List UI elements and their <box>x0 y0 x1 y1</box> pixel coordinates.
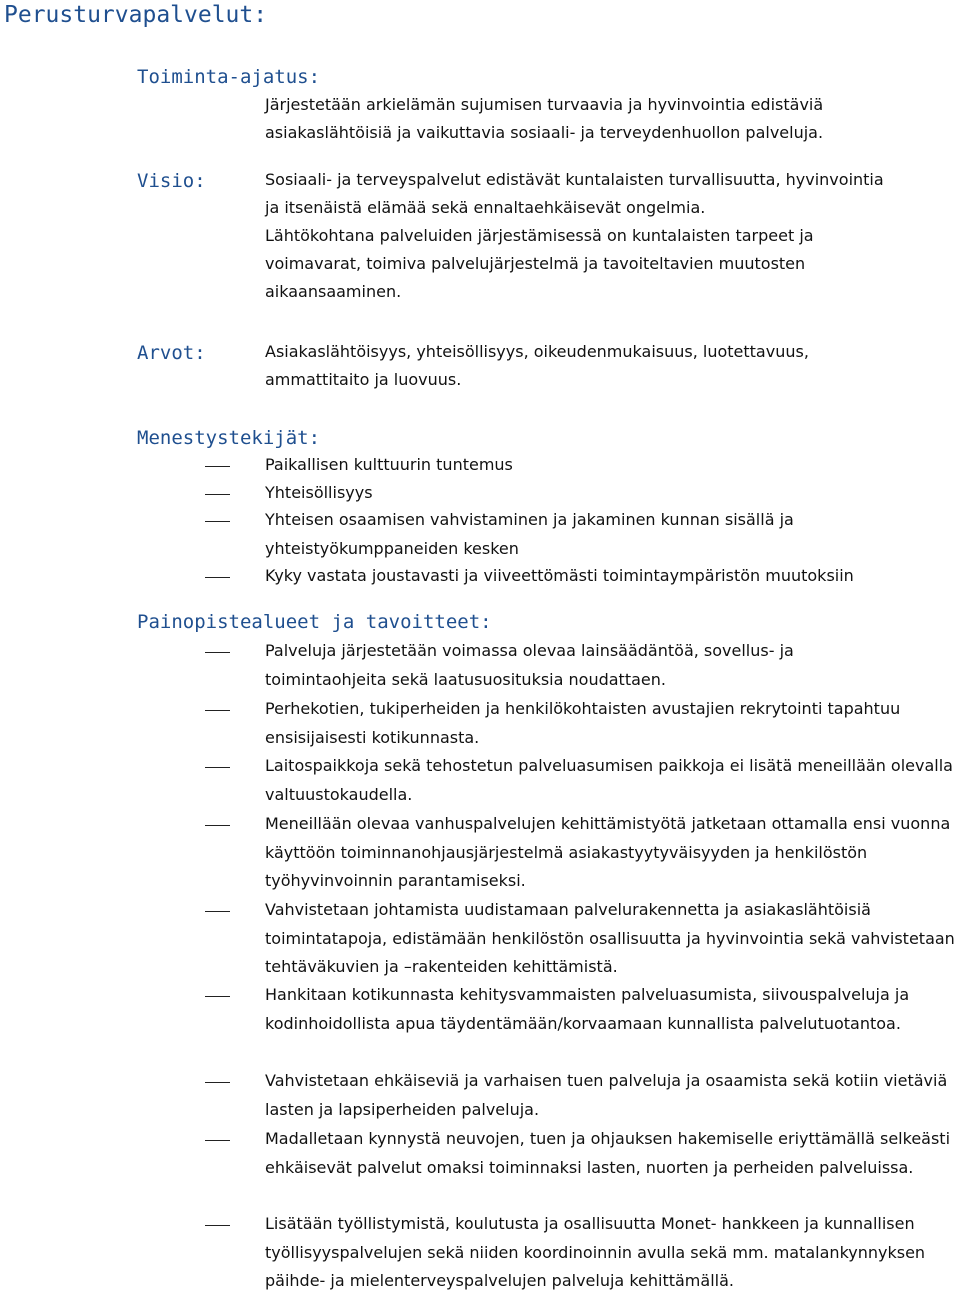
visio-label: Visio: <box>137 170 206 192</box>
list-item: Vahvistetaan johtamista uudistamaan palvelurakennetta ja asiakaslähtöisiä toimintatapoja, edistämään henkilöstön osallisuutta ja hyvinvointia sekä vahvistetaan tehtäväkuvien ja –rakenteiden kehittämistä. <box>265 900 955 976</box>
toiminta-ajatus-label: Toiminta-ajatus: <box>137 66 321 88</box>
menestystekijat-heading: Menestystekijät: <box>137 427 321 449</box>
painopisteet-heading: Painopistealueet ja tavoitteet: <box>137 611 492 633</box>
list-dash <box>205 577 230 578</box>
list-item: Kyky vastata joustavasti ja viiveettömästi toimintaympäristön muutoksiin <box>265 566 854 585</box>
list-dash <box>205 466 230 467</box>
list-dash <box>205 911 230 912</box>
toiminta-ajatus-text: Järjestetään arkielämän sujumisen turvaavia ja hyvinvointia edistäviä asiakaslähtöisiä ja vaikuttavia sosiaali- ja terveydenhuollon palveluja. <box>265 95 824 142</box>
list-item: Yhteisöllisyys <box>265 483 373 502</box>
list-dash <box>205 1225 230 1226</box>
list-dash <box>205 652 230 653</box>
arvot-label: Arvot: <box>137 342 206 364</box>
list-item: Vahvistetaan ehkäiseviä ja varhaisen tuen palveluja ja osaamista sekä kotiin vietäviä lasten ja lapsiperheiden palveluja. <box>265 1071 948 1119</box>
list-dash <box>205 1082 230 1083</box>
list-dash <box>205 767 230 768</box>
visio-text-1: Sosiaali- ja terveyspalvelut edistävät kuntalaisten turvallisuutta, hyvinvointia ja itsenäistä elämää sekä ennaltaehkäisevät ongelmia. <box>265 170 884 217</box>
list-item: Madalletaan kynnystä neuvojen, tuen ja ohjauksen hakemiselle eriyttämällä selkeästi ehkäisevät palvelut omaksi toiminnaksi lasten, nuorten ja perheiden palveluissa. <box>265 1129 951 1177</box>
list-item: Perhekotien, tukiperheiden ja henkilökohtaisten avustajien rekrytointi tapahtuu ensisijaisesti kotikunnasta. <box>265 699 901 747</box>
list-item: Yhteisen osaamisen vahvistaminen ja jakaminen kunnan sisällä ja yhteistyökumppaneiden kesken <box>265 510 794 558</box>
list-item: Lisätään työllistymistä, koulutusta ja osallisuutta Monet- hankkeen ja kunnallisen työllisyyspalvelujen sekä niiden koordinoinnin avulla sekä mm. matalankynnyksen päihde- ja mielenterveyspalvelujen palveluja kehittämällä. <box>265 1214 926 1290</box>
visio-text-2: Lähtökohtana palveluiden järjestämisessä on kuntalaisten tarpeet ja voimavarat, toimiva palvelujärjestelmä ja tavoiteltavien muutosten aikaansaaminen. <box>265 226 814 301</box>
arvot-text: Asiakaslähtöisyys, yhteisöllisyys, oikeudenmukaisuus, luotettavuus, ammattitaito ja luovuus. <box>265 342 809 389</box>
list-dash <box>205 521 230 522</box>
page-title: Perusturvapalvelut: <box>4 2 268 28</box>
list-item: Meneillään olevaa vanhuspalvelujen kehittämistyötä jatketaan ottamalla ensi vuonna käyttöön toiminnanohjausjärjestelmä asiakastyytyväisyyden ja henkilöstön työhyvinvoinnin parantamiseksi. <box>265 814 951 890</box>
list-item: Paikallisen kulttuurin tuntemus <box>265 455 513 474</box>
list-dash <box>205 494 230 495</box>
list-dash <box>205 710 230 711</box>
list-item: Laitospaikkoja sekä tehostetun palveluasumisen paikkoja ei lisätä meneillään olevalla valtuustokaudella. <box>265 756 953 804</box>
list-dash <box>205 996 230 997</box>
list-item: Palveluja järjestetään voimassa olevaa lainsäädäntöä, sovellus- ja toimintaohjeita sekä laatusuosituksia noudattaen. <box>265 641 794 689</box>
list-dash <box>205 825 230 826</box>
list-item: Hankitaan kotikunnasta kehitysvammaisten palveluasumista, siivouspalveluja ja kodinhoidollista apua täydentämään/korvaamaan kunnallista palvelutuotantoa. <box>265 985 910 1033</box>
list-dash <box>205 1140 230 1141</box>
